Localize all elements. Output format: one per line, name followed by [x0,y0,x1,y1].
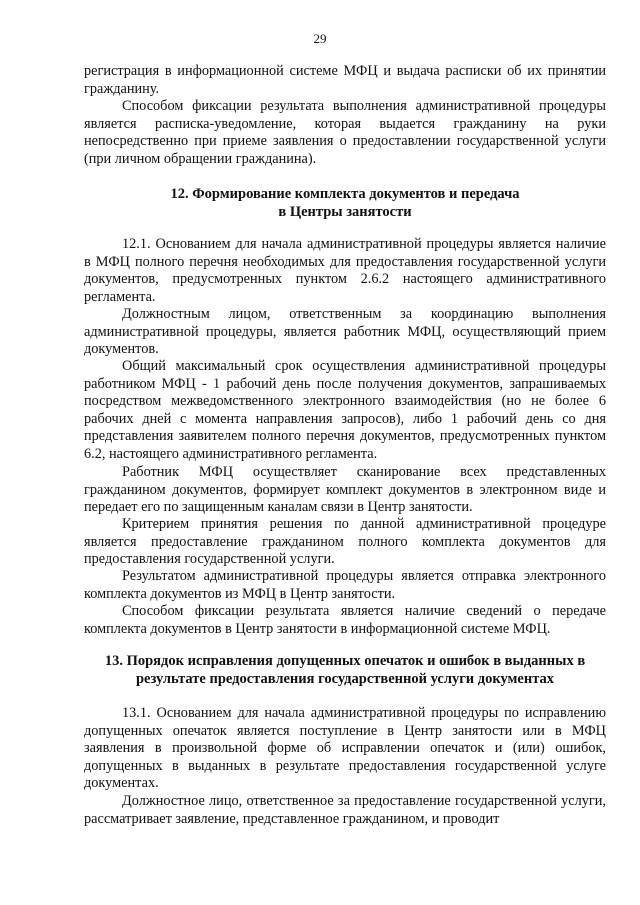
section-heading-text [84,653,606,688]
paragraph-text: Должностное лицо, ответственное за предоставление государственной услуги, рассматривает заявление, представленное гражданином, и проводит [84,793,606,827]
paragraph [84,793,606,828]
paragraph [84,98,606,168]
heading-line: в Центры занятости [278,203,412,220]
heading-line: 12. Формирование комплекта документов и передача [170,186,520,202]
paragraph [84,516,606,569]
paragraph-text: 12.1. Основанием для начала административной процедуры является наличие в МФЦ полного перечня необходимых для предоставления государственной услуги документов, предусмотренных пунктом 2.6.2 настоящего административного регламента. [84,236,606,305]
paragraph-text: Критерием принятия решения по данной административной процедуре является предоставление гражданином полного комплекта документов для предоставления государственной услуги. [84,516,606,568]
page-number: 29 [313,31,327,46]
paragraph [84,306,606,359]
paragraph-text: Работник МФЦ осуществляет сканирование всех представленных гражданином документов, формирует комплект документов в электронном виде и передает его по защищенным каналам связи в Центр занятости. [84,464,606,516]
paragraph [84,568,606,603]
paragraph-text: 13.1. Основанием для начала административной процедуры по исправлению допущенных опечаток является поступление в Центр занятости или в МФЦ заявления в произвольной форме об исправлении опечаток и (или) ошибок, допущенных в выданных в результате предоставления государственной услуге документах. [84,705,606,792]
paragraph-text: Должностным лицом, ответственным за координацию выполнения административной процедуры, является работник МФЦ, осуществляющий прием документов. [84,306,606,358]
section-heading [84,653,606,688]
section-heading-text [84,186,606,221]
paragraph-text: Результатом административной процедуры является отправка электронного комплекта документов из МФЦ в Центр занятости. [84,568,606,602]
paragraph [84,603,606,638]
paragraph-text: Общий максимальный срок осуществления административной процедуры работником МФЦ - 1 рабочий день после получения документов, запрашиваемых посредством межведомственного электронного взаимодействия (но не более 6 рабочих дней с момента направления запросов), либо 1 рабочий день со дня представления заявителем полного перечня документов, предусмотренных пунктом 6.2, настоящего административного регламента. [84,358,606,462]
heading-line: результате предоставления государственной услуги документах [135,670,555,687]
heading-line: 13. Порядок исправления допущенных опечаток и ошибок в выданных в [104,653,586,669]
paragraph [84,236,606,306]
paragraph-text: Способом фиксации результата является наличие сведений о передаче комплекта документов в Центр занятости в информационной системе МФЦ. [84,603,606,637]
paragraph [84,464,606,517]
paragraph [84,358,606,464]
paragraph-text: регистрация в информационной системе МФЦ и выдача расписки об их принятии гражданину. [84,63,606,97]
paragraph-text: Способом фиксации результата выполнения административной процедуры является расписка-уведомление, которая выдается гражданину на руки непосредственно при приеме заявления о предоставлении государственной услуги (при личном обращении гражданина). [84,98,606,167]
section-heading [84,186,606,221]
paragraph [84,63,606,98]
paragraph [84,705,606,793]
